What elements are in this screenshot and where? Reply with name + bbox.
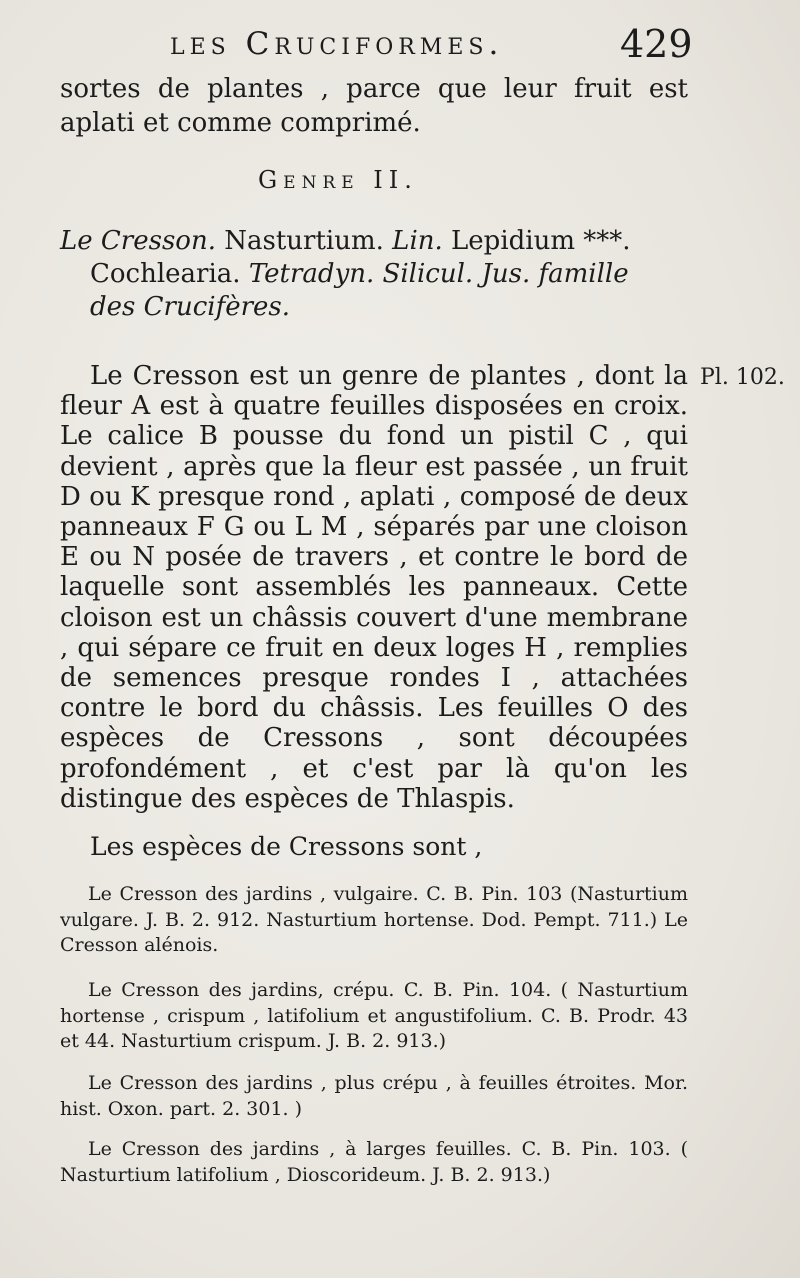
entry-heading-line-3: des Crucifères. <box>90 292 291 322</box>
intro-paragraph: sortes de plantes , parce que leur fruit est aplati et comme comprimé. <box>60 74 688 138</box>
entry-heading-line-1 <box>60 225 690 258</box>
plate-reference: Pl. 102. <box>700 365 785 390</box>
entry-heading-line-2 <box>60 258 690 291</box>
species-entry: Le Cresson des jardins , plus crépu , à feuilles étroites. Mor. hist. Oxon. part. 2. 301. ) <box>60 1072 688 1120</box>
entry-synonym-2: Cochlearia. <box>90 259 249 289</box>
species-heading: Les espèces de Cressons sont , <box>90 832 483 861</box>
entry-author: Lin. <box>392 226 443 256</box>
species-entry: Le Cresson des jardins , vulgaire. C. B. Pin. 103 (Nasturtium vulgare. J. B. 2. 912. Nasturtium hortense. Dod. Pempt. 711.) Le Cresson alénois. <box>60 883 688 956</box>
genre-heading: Genre II. <box>258 166 418 194</box>
species-entry: Le Cresson des jardins, crépu. C. B. Pin. 104. ( Nasturtium hortense , crispum , latifolium et angustifolium. C. B. Prodr. 43 et 44. Nasturtium crispum. J. B. 2. 913.) <box>60 979 688 1052</box>
species-entry: Le Cresson des jardins , à larges feuilles. C. B. Pin. 103. ( Nasturtium latifolium , Dioscorideum. J. B. 2. 913.) <box>60 1138 688 1186</box>
entry-heading <box>60 225 690 324</box>
entry-name: Le Cresson. <box>60 226 216 256</box>
entry-latin: Nasturtium. <box>215 226 393 256</box>
entry-classification: Tetradyn. Silicul. Jus. famille <box>248 259 629 289</box>
entry-synonym: Lepidium ***. <box>442 226 631 256</box>
running-title: les Cruciformes. <box>170 26 504 62</box>
genus-description: Le Cresson est un genre de plantes , dont la fleur A est à quatre feuilles disposées en croix. Le calice B pousse du fond un pistil C , qui devient , après que la fleur est passée , un fruit D ou K presque rond , aplati , composé de deux panneaux F G ou L M , séparés par une cloison E ou N posée de travers , et contre le bord de laquelle sont assemblés les panneaux. Cette cloison est un châssis couvert d'une membrane , qui sépare ce fruit en deux loges H , remplies de semences presque rondes I , attachées contre le bord du châssis. Les feuilles O des espèces de Cressons , sont découpées profondément , et c'est par là qu'on les distingue des espèces de Thlaspis. <box>60 361 688 814</box>
page-number: 429 <box>620 22 693 66</box>
